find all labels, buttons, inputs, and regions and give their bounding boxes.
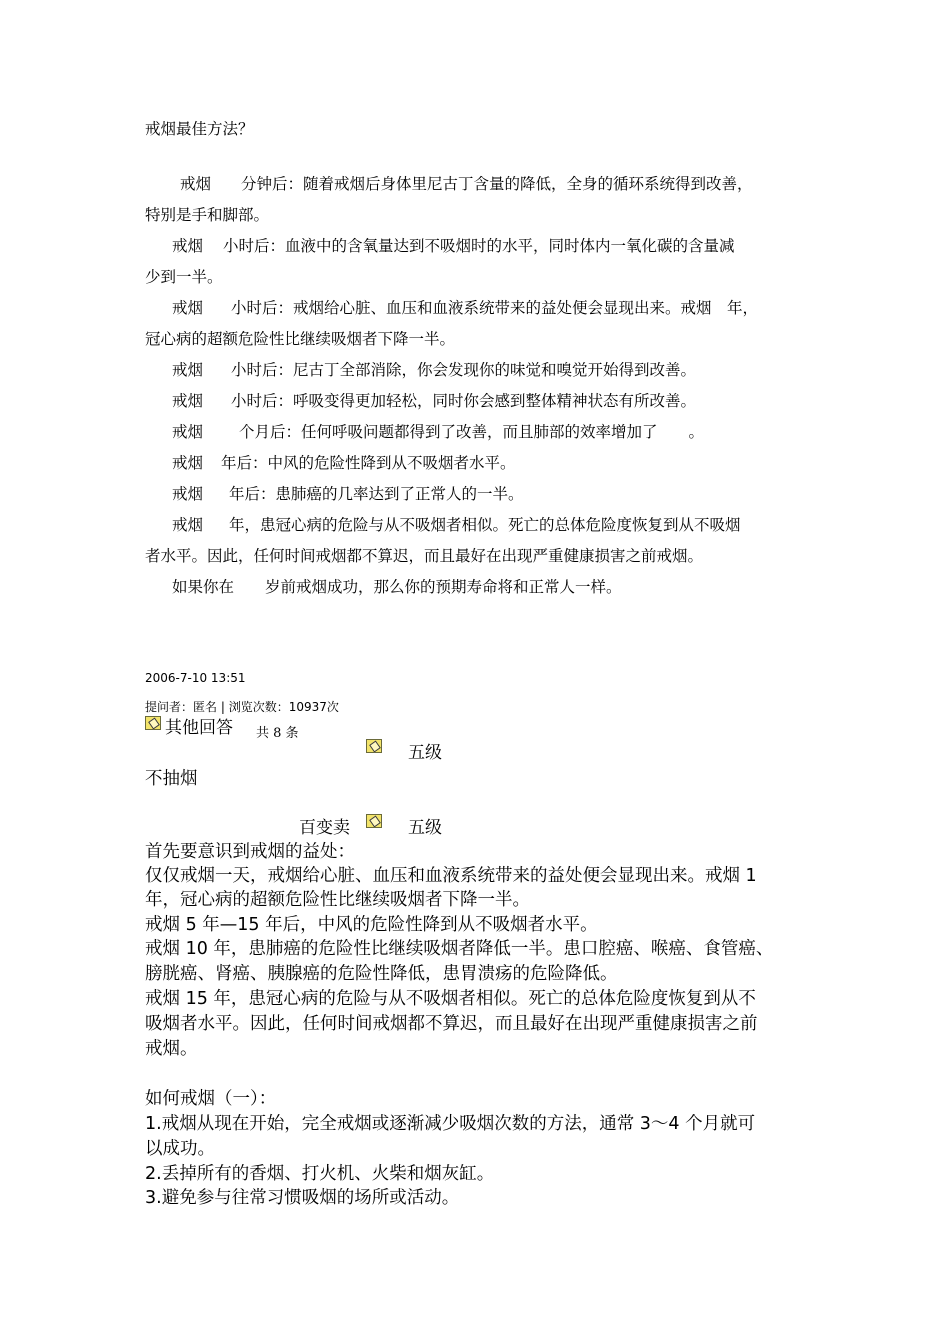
answers-count: 共 8 条 — [256, 726, 299, 741]
answer-line: 吸烟者水平。因此，任何时间戒烟都不算迟，而且最好在出现严重健康损害之前 — [145, 1014, 758, 1034]
answer-level: 五级 — [408, 818, 442, 838]
other-answers-title: 其他回答 — [165, 718, 233, 738]
answer-line: 膀胱癌、肾癌、胰腺癌的危险性降低，患胃溃疡的危险降低。 — [145, 964, 618, 984]
user-level-icon — [366, 739, 382, 753]
answer-line: 戒烟 10 年，患肺癌的危险性比继续吸烟者降低一半。患口腔癌、喉癌、食管癌、 — [145, 939, 774, 959]
views-label: 浏览次数： — [228, 700, 289, 714]
question-line: 戒烟 个月后：任何呼吸问题都得到了改善，而且肺部的效率增加了 。 — [172, 423, 705, 441]
answer-level: 五级 — [408, 743, 442, 763]
question-line: 戒烟 小时后：血液中的含氧量达到不吸烟时的水平，同时体内一氧化碳的含量减 — [172, 237, 735, 255]
user-level-icon — [366, 814, 382, 828]
answer-line: 戒烟 15 年，患冠心病的危险与从不吸烟者相似。死亡的总体危险度恢复到从不 — [145, 989, 756, 1009]
answer-icon — [145, 716, 161, 730]
answer-line: 首先要意识到戒烟的益处： — [145, 842, 355, 862]
views-count: 10937 — [288, 700, 327, 714]
question-line: 戒烟 分钟后：随着戒烟后身体里尼古丁含量的降低，全身的循环系统得到改善， — [180, 175, 753, 193]
question-line: 戒烟 小时后：呼吸变得更加轻松，同时你会感到整体精神状态有所改善。 — [172, 392, 697, 410]
answer-text: 不抽烟 — [145, 769, 198, 789]
answer-line: 戒烟。 — [145, 1039, 198, 1059]
question-line: 如果你在 岁前戒烟成功，那么你的预期寿命将和正常人一样。 — [172, 578, 622, 596]
question-line: 冠心病的超额危险性比继续吸烟者下降一半。 — [145, 330, 456, 348]
question-title: 戒烟最佳方法？ — [145, 120, 254, 138]
question-datetime: 2006-7-10 13:51 — [145, 671, 246, 685]
answer-line: 仅仅戒烟一天，戒烟给心脏、血压和血液系统带来的益处便会显现出来。戒烟 1 — [145, 866, 757, 886]
answer-line: 如何戒烟（一）： — [145, 1089, 277, 1109]
meta-separator: | — [220, 700, 225, 714]
question-line: 特别是手和脚部。 — [145, 206, 270, 224]
asker-label: 提问者：匿名 — [145, 700, 218, 714]
answer-line: 戒烟 5 年—15 年后，中风的危险性降到从不吸烟者水平。 — [145, 915, 598, 935]
views-unit: 次 — [326, 700, 339, 714]
question-line: 戒烟 年后：患肺癌的几率达到了正常人的一半。 — [172, 485, 524, 503]
question-line: 少到一半。 — [145, 268, 223, 286]
question-line: 戒烟 年，患冠心病的危险与从不吸烟者相似。死亡的总体危险度恢复到从不吸烟 — [172, 516, 741, 534]
question-line: 戒烟 小时后：戒烟给心脏、血压和血液系统带来的益处便会显现出来。戒烟 年， — [172, 299, 759, 317]
answer-line: 年，冠心病的超额危险性比继续吸烟者下降一半。 — [145, 890, 530, 910]
answer-line: 3.避免参与往常习惯吸烟的场所或活动。 — [145, 1188, 460, 1208]
question-line: 戒烟 年后：中风的危险性降到从不吸烟者水平。 — [172, 454, 516, 472]
answer-line: 1.戒烟从现在开始，完全戒烟或逐渐减少吸烟次数的方法，通常 3～4 个月就可 — [145, 1114, 756, 1134]
answer-user[interactable]: 百变卖 — [299, 818, 350, 838]
answer-line: 以成功。 — [145, 1139, 215, 1159]
question-line: 戒烟 小时后：尼古丁全部消除，你会发现你的味觉和嗅觉开始得到改善。 — [172, 361, 697, 379]
answer-line: 2.丢掉所有的香烟、打火机、火柴和烟灰缸。 — [145, 1164, 495, 1184]
question-line: 者水平。因此，任何时间戒烟都不算迟，而且最好在出现严重健康损害之前戒烟。 — [145, 547, 704, 565]
